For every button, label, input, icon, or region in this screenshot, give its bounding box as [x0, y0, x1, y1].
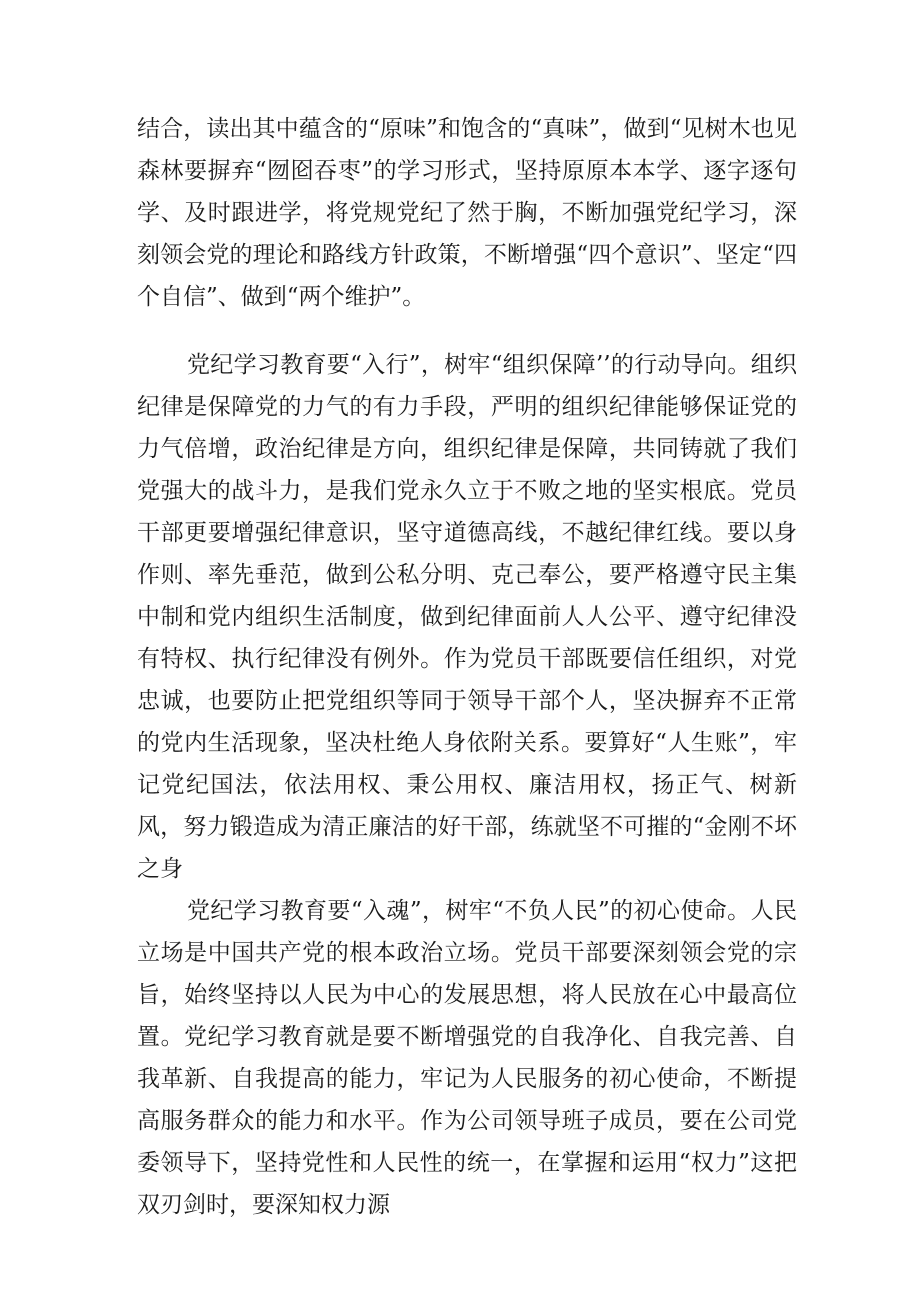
document-body — [137, 108, 797, 1226]
paragraph-continuation: 结合，读出其中蕴含的“原味”和饱含的“真味”，做到“见树木也见森林要摒弃“囫囵吞枣”的学习形式，坚持原原本本学、逐字逐句学、及时跟进学，将党规党纪了然于胸，不断加强党纪学习，深刻领会党的理论和路线方针政策，不断增强“四个意识”、坚定“四个自信”、做到“两个维护”。 — [137, 116, 797, 310]
paragraph-organizational-discipline: 党纪学习教育要“入行”，树牢“组织保障’’的行动导向。组织纪律是保障党的力气的有力手段，严明的组织纪律能够保证党的力气倍增，政治纪律是方向，组织纪律是保障，共同铸就了我们党强大的战斗力，是我们党永久立于不败之地的坚实根底。党员干部更要增强纪律意识，坚守道德高线，不越纪律红线。要以身作则、率先垂范，做到公私分明、克己奉公，要严格遵守民主集中制和党内组织生活制度，做到纪律面前人人公平、遵守纪律没有特权、执行纪律没有例外。作为党员干部既要信任组织，对党忠诚，也要防止把党组织等同于领导干部个人，坚决摒弃不正常的党内生活现象，坚决杜绝人身依附关系。要算好“人生账”，牢记党纪国法，依法用权、秉公用权、廉洁用权，扬正气、树新风，努力锻造成为清正廉洁的好干部，练就坚不可摧的“金刚不坏之身 — [137, 352, 797, 882]
paragraph-people-first: 党纪学习教育要“入魂”，树牢“不负人民”的初心使命。人民立场是中国共产党的根本政治立场。党员干部要深刻领会党的宗旨，始终坚持以人民为中心的发展思想，将人民放在心中最高位置。党纪学习教育就是要不断增强党的自我净化、自我完善、自我革新、自我提高的能力，牢记为人民服务的初心使命，不断提高服务群众的能力和水平。作为公司领导班子成员，要在公司党委领导下，坚持党性和人民性的统一，在掌握和运用“权力”这把双刃剑时，要深知权力源 — [137, 898, 797, 1218]
